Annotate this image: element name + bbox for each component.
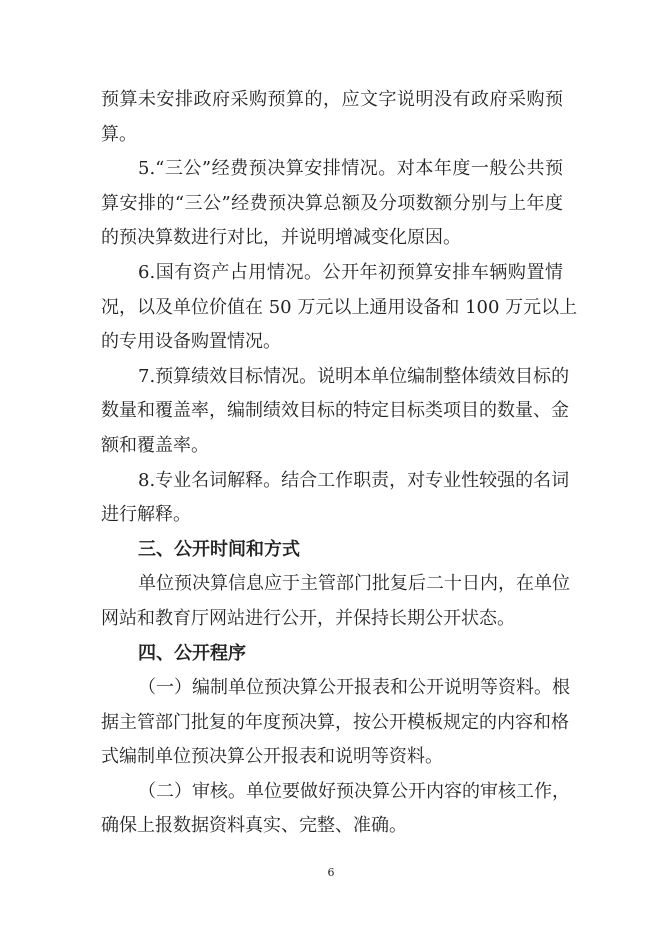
text-line: 预算未安排政府采购预算的，应文字说明没有政府采购预 [101,89,563,110]
text-line: 7.预算绩效目标情况。说明本单位编制整体绩效目标的 [138,365,570,387]
section-heading: 三、公开时间和方式 [138,538,300,560]
text-line: 式编制单位预决算公开报表和说明等资料。 [101,746,443,768]
text-line: 算。 [101,123,137,145]
text-line: 的专用设备购置情况。 [101,331,281,353]
text-line: 况，以及单位价值在 50 万元以上通用设备和 100 万元以上 [101,296,578,318]
text-line: 算安排的“三公”经费预决算总额及分项数额分别与上年度 [101,192,563,214]
page-number: 6 [327,866,335,879]
text-line: 5.“三公”经费预决算安排情况。对本年度一般公共预 [138,158,563,180]
text-line: 8.专业名词解释。结合工作职责，对专业性较强的名词 [138,469,570,491]
section-heading: 四、公开程序 [138,642,246,664]
text-line: （一）编制单位预决算公开报表和公开说明等资料。根 [138,677,570,699]
text-line: 额和覆盖率。 [101,434,209,456]
text-line: 进行解释。 [101,504,191,526]
text-line: 单位预决算信息应于主管部门批复后二十日内，在单位 [138,573,570,595]
text-line: 的预决算数进行对比，并说明增减变化原因。 [101,227,461,249]
text-line: 6.国有资产占用情况。公开年初预算安排车辆购置情 [138,261,563,283]
text-line: 网站和教育厅网站进行公开，并保持长期公开状态。 [101,607,515,629]
text-line: 据主管部门批复的年度预决算，按公开模板规定的内容和格 [101,711,569,733]
text-line: （二）审核。单位要做好预决算公开内容的审核工作， [138,780,570,802]
text-line: 数量和覆盖率，编制绩效目标的特定目标类项目的数量、金 [101,400,569,422]
document-body [101,83,578,844]
text-line: 确保上报数据资料真实、完整、准确。 [101,815,407,837]
